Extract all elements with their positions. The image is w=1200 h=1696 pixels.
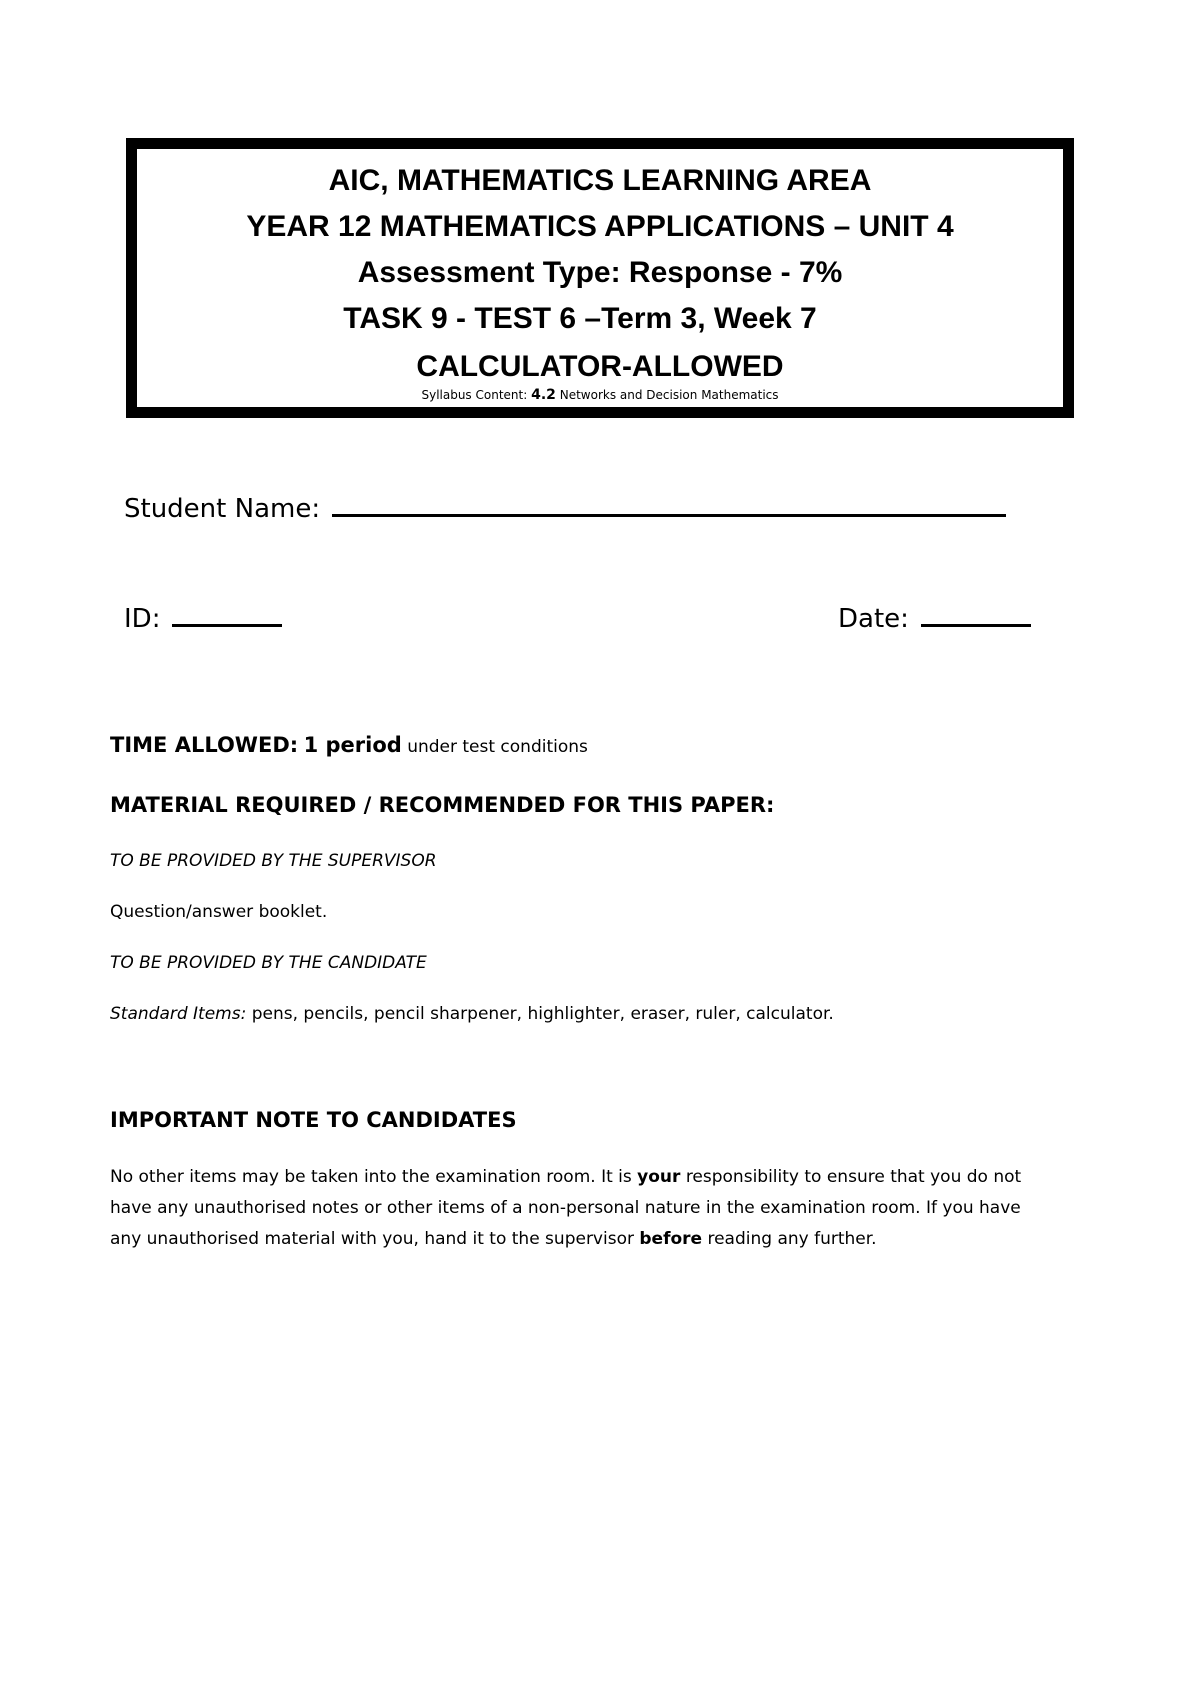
time-allowed-suffix: under test conditions	[407, 737, 588, 757]
important-note	[110, 1162, 1110, 1255]
title-box	[126, 138, 1074, 418]
id-field	[124, 600, 282, 635]
assessment-type: Assessment Type: Response - 7%	[357, 256, 843, 289]
note-text: reading any further.	[707, 1229, 877, 1249]
task-heading: TASK 9 - TEST 6 –Term 3, Week 7	[343, 302, 817, 335]
standard-items	[110, 999, 834, 1029]
materials-heading: MATERIAL REQUIRED / RECOMMENDED FOR THIS PAPER:	[110, 793, 775, 817]
note-emphasis-your: your	[637, 1167, 681, 1187]
school-heading: AIC, MATHEMATICS LEARNING AREA	[328, 164, 872, 197]
time-allowed-value: 1 period	[303, 733, 402, 757]
note-line-3	[110, 1224, 1110, 1255]
calculator-status: CALCULATOR-ALLOWED	[416, 350, 784, 383]
time-allowed	[110, 730, 588, 762]
student-name-blank[interactable]	[332, 490, 1006, 517]
note-text: responsibility to ensure that you do not	[685, 1167, 1022, 1187]
standard-items-list: pens, pencils, pencil sharpener, highlighter, eraser, ruler, calculator.	[251, 1004, 834, 1024]
syllabus-prefix: Syllabus Content:	[421, 388, 528, 402]
note-emphasis-before: before	[639, 1229, 703, 1249]
course-heading: YEAR 12 MATHEMATICS APPLICATIONS – UNIT 4	[246, 210, 954, 243]
id-blank[interactable]	[172, 600, 282, 627]
note-text: No other items may be taken into the examination room. It is	[110, 1167, 632, 1187]
date-blank[interactable]	[921, 600, 1031, 627]
important-heading: IMPORTANT NOTE TO CANDIDATES	[110, 1108, 517, 1132]
date-label: Date:	[838, 604, 909, 634]
id-label: ID:	[124, 604, 161, 634]
date-field	[838, 600, 1031, 635]
note-text: any unauthorised material with you, hand it to the supervisor	[110, 1229, 634, 1249]
time-allowed-label: TIME ALLOWED:	[110, 733, 299, 757]
standard-items-label: Standard Items:	[110, 1004, 247, 1024]
candidate-provided: TO BE PROVIDED BY THE CANDIDATE	[110, 953, 427, 973]
syllabus-content	[137, 387, 1063, 403]
note-line-1	[110, 1162, 1110, 1193]
supervisor-provided: TO BE PROVIDED BY THE SUPERVISOR	[110, 851, 437, 871]
syllabus-number: 4.2	[531, 387, 556, 403]
booklet-item: Question/answer booklet.	[110, 902, 328, 922]
note-line-2: have any unauthorised notes or other items of a non-personal nature in the examination room. If you have	[110, 1198, 1021, 1218]
syllabus-topic: Networks and Decision Mathematics	[559, 388, 779, 402]
student-name-label: Student Name:	[124, 494, 321, 524]
student-name-field	[124, 490, 1006, 525]
